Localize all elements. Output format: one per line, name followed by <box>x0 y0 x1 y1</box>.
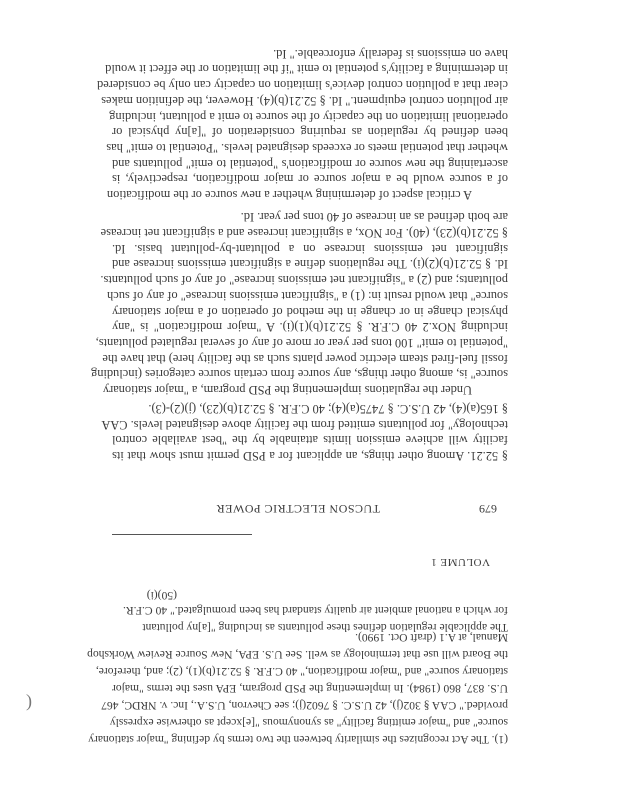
footnote-continuation <box>87 629 508 748</box>
scan-mark: ( <box>26 694 32 714</box>
text-line: A critical aspect of determining whether a new source or the modification <box>106 188 472 202</box>
text-line: source" and "major emitting facility" as synonymous "[e]xcept as otherwise expressly <box>109 716 508 729</box>
text-line: Manual, at A.1 (draft Oct. 1990). <box>355 631 508 644</box>
text-line: clear that a pollution control device's limitation on capacity can only be considered <box>97 78 508 93</box>
text-line: (1). The Act recognizes the similarity between the two terms by defining "major stationary <box>88 733 508 746</box>
text-line: pollutants; and (2) a "significant net emissions increase" of any of such pollutants. <box>100 273 508 288</box>
text-line: the Board will use that terminology as well. See U.S. EPA, New Source Review Workshop <box>87 648 508 661</box>
volume-label: VOLUME 1 <box>430 556 490 568</box>
text-line: fossil fuel-fired steam electric power plants such as the facility here) that have the <box>102 351 508 366</box>
text-line: The applicable regulation defines these pollutants as including "[a]ny pollutant <box>142 621 508 634</box>
page-number: 679 <box>479 502 497 516</box>
body-paragraph-2 <box>91 209 508 397</box>
text-line: U.S. 837, 860 (1984). In implementing the PSD program, EPA uses the terms "major <box>112 682 508 695</box>
body-paragraph-1 <box>101 400 508 463</box>
text-line: stationary source" and "major modification," 40 C.F.R. § 52.21(b)(1), (2); and, therefore, <box>95 665 508 678</box>
text-line: been defined by regulation as requiring consideration of "[a]ny physical or <box>112 125 508 140</box>
body-paragraph-3 <box>97 45 508 202</box>
text-line: facility will achieve emission limits attainable by the "best available control <box>112 433 508 448</box>
text-line: have on emissions is federally enforceable." Id. <box>273 46 508 61</box>
footnote-divider <box>112 534 252 535</box>
text-line: source" is, among other things, any source from certain source categories (including <box>91 367 508 382</box>
footnote-2 <box>122 602 508 636</box>
text-line: technology" for pollutants emitted from the facility above designated levels. CAA <box>101 417 508 432</box>
text-line: § 52.21. Among other things, an applicant for a PSD permit must show that its <box>112 449 508 463</box>
text-line: significant net emissions increase on a pollutant-by-pollutant basis. Id. <box>112 241 508 256</box>
text-line: in determining a facility's potential to emit "if the limitation or the effect it would <box>105 62 508 77</box>
text-line: § 52.21(b)(23), (40). For NOx, a significant increase and a significant net increase <box>100 226 508 241</box>
text-line: for which a national ambient air quality standard has been promulgated." 40 C.F.R. <box>122 604 508 617</box>
text-line: Under the regulations implementing the PSD program, a "major stationary <box>102 383 472 397</box>
text-line: of a source would be a major source or major modification, respectively, is <box>112 172 508 187</box>
running-header: TUCSON ELECTRIC POWER <box>216 502 380 516</box>
text-line: ascertaining the new source or modification's "potential to emit" pollutants and <box>112 156 508 171</box>
text-line: including NOx.2 40 C.F.R. § 52.21(b)(1)(i). A "major modification" is "any <box>112 320 508 335</box>
text-line: whether that potential meets or exceeds designated levels. "Potential to emit" has <box>106 140 508 155</box>
text-line: source" that would result in: (1) a "significant emissions increase" of any of such <box>107 288 508 303</box>
text-line: physical change in or change in the method of operation of a major stationary <box>112 304 508 319</box>
text-line: Id. § 52.21(b)(2)(i). The regulations define a significant emissions increase and <box>112 257 508 272</box>
text-line: are both defined as an increase of 40 tons per year. Id. <box>240 210 508 225</box>
text-line: provided." CAA § 302(j), 42 U.S.C. § 7602(j); see Chevron, U.S.A., Inc. v. NRDC, 467 <box>101 699 508 712</box>
text-line: § 165(a)(4), 42 U.S.C. § 7475(a)(4); 40 C.F.R. § 52.21(b)(23), (j)(2)-(3). <box>148 401 508 416</box>
text-line: "potential to emit" 100 tons per year or more of any of several regulated pollutants, <box>95 335 508 350</box>
text-line: operational limitation on the capacity of the source to emit a pollutant, including <box>109 109 508 124</box>
text-line: air pollution control equipment." Id. § 52.21(b)(4). However, the definition makes <box>101 93 508 108</box>
footnote-2-tail: (50)(i) <box>146 589 177 602</box>
